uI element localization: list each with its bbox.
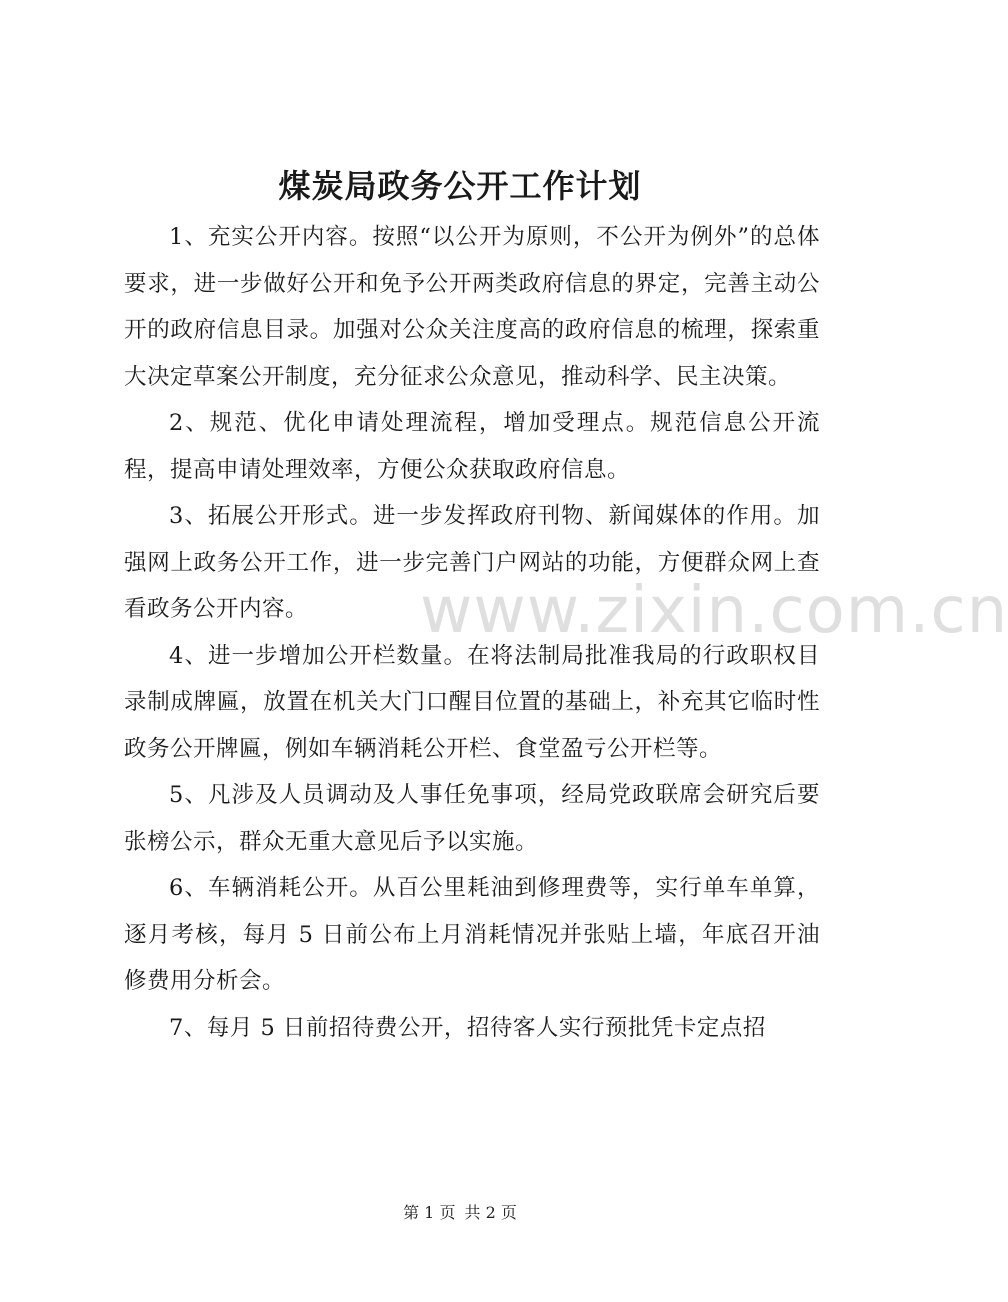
page-footer [0,1202,920,1224]
paragraph-3: 3、拓展公开形式。进一步发挥政府刊物、新闻媒体的作用。加强网上政务公开工作，进一步完善门户网站的功能，方便群众网上查看政务公开内容。 [124,503,820,622]
paragraph-2: 2、规范、优化申请处理流程，增加受理点。规范信息公开流程，提高申请处理效率，方便公众获取政府信息。 [124,410,820,483]
paragraph-1: 1、充实公开内容。按照“以公开为原则，不公开为例外”的总体要求，进一步做好公开和免予公开两类政府信息的界定，完善主动公开的政府信息目录。加强对公众关注度高的政府信息的梳理，探索重大决定草案公开制度，充分征求公众意见，推动科学、民主决策。 [124,224,820,390]
paragraph-6: 6、车辆消耗公开。从百公里耗油到修理费等，实行单车单算，逐月考核，每月 5 日前公布上月消耗情况并张贴上墙，年底召开油修费用分析会。 [124,875,820,994]
document-title: 煤炭局政务公开工作计划 [278,167,642,205]
paragraph-4: 4、进一步增加公开栏数量。在将法制局批准我局的行政职权目录制成牌匾，放置在机关大门口醒目位置的基础上，补充其它临时性政务公开牌匾，例如车辆消耗公开栏、食堂盈亏公开栏等。 [124,642,820,762]
document-body [124,214,820,1051]
page-number-current: 第 1 页 [403,1203,456,1222]
paragraph-5: 5、凡涉及人员调动及人事任免事项，经局党政联席会研究后要张榜公示，群众无重大意见后予以实施。 [124,782,820,855]
page-number-total: 共 2 页 [464,1203,517,1222]
paragraph-7: 7、每月 5 日前招待费公开，招待客人实行预批凭卡定点招 [169,1014,766,1041]
watermark-text: www.zixin.com.cn [420,574,1008,648]
